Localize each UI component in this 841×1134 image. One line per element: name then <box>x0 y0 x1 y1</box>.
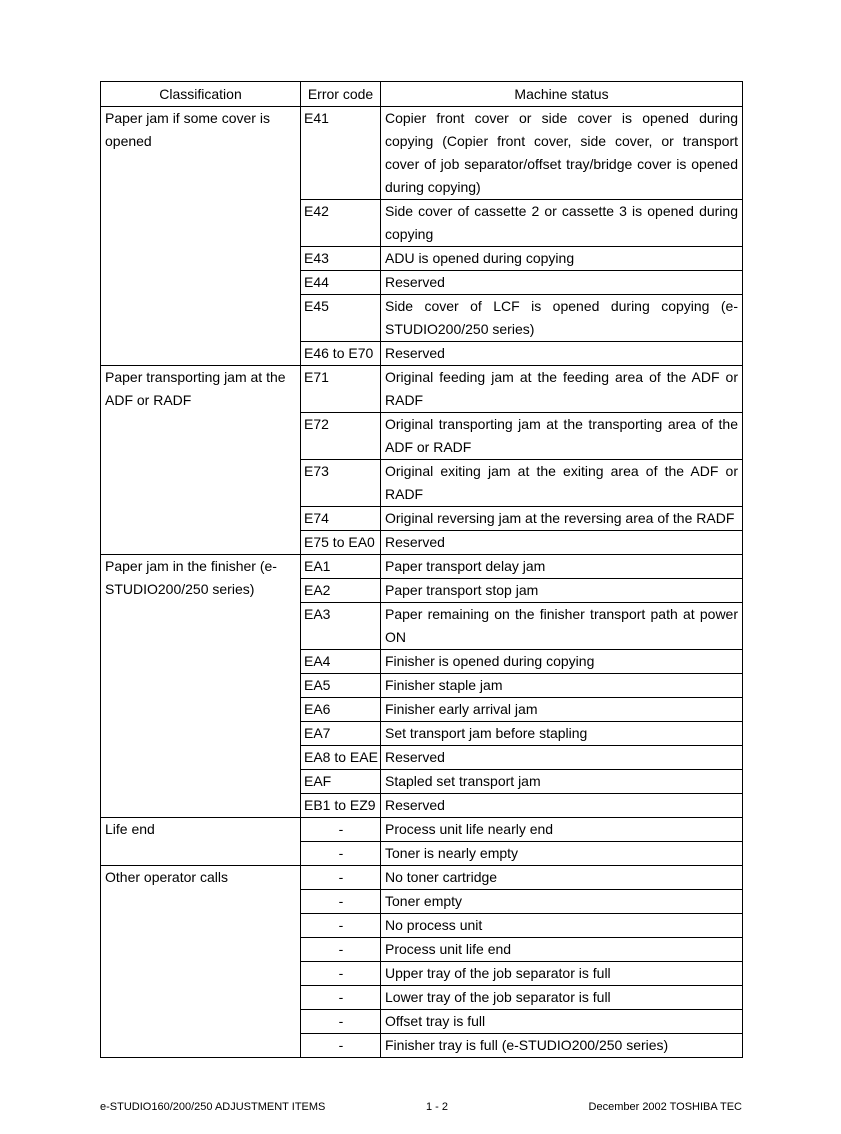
machine-status-cell: Finisher staple jam <box>381 674 743 698</box>
table-row <box>101 366 743 413</box>
error-code-cell: E75 to EA0 <box>301 531 381 555</box>
footer-document-title: e-STUDIO160/200/250 ADJUSTMENT ITEMS <box>100 1101 326 1113</box>
footer-date-publisher: December 2002 TOSHIBA TEC <box>588 1101 742 1113</box>
table-row <box>101 555 743 579</box>
machine-status-cell: Lower tray of the job separator is full <box>381 986 743 1010</box>
error-code-cell: EA4 <box>301 650 381 674</box>
machine-status-cell: Process unit life end <box>381 938 743 962</box>
error-code-cell: E41 <box>301 107 381 200</box>
error-code-cell: E73 <box>301 460 381 507</box>
error-code-cell: - <box>301 986 381 1010</box>
error-code-cell: - <box>301 1034 381 1058</box>
error-code-cell: E43 <box>301 247 381 271</box>
machine-status-cell: Original reversing jam at the reversing area of the RADF <box>381 507 743 531</box>
error-code-cell: - <box>301 938 381 962</box>
machine-status-cell: Original feeding jam at the feeding area of the ADF or RADF <box>381 366 743 413</box>
machine-status-cell: Finisher is opened during copying <box>381 650 743 674</box>
machine-status-cell: Paper transport stop jam <box>381 579 743 603</box>
table-header-row <box>101 82 743 107</box>
error-code-cell: E44 <box>301 271 381 295</box>
error-code-cell: - <box>301 1010 381 1034</box>
machine-status-cell: Side cover of LCF is opened during copying (e-STUDIO200/250 series) <box>381 295 743 342</box>
error-code-cell: E72 <box>301 413 381 460</box>
error-code-cell: EA6 <box>301 698 381 722</box>
footer-page-number: 1 - 2 <box>425 1101 448 1113</box>
table-row <box>101 866 743 890</box>
machine-status-cell: Reserved <box>381 531 743 555</box>
classification-cell: Other operator calls <box>101 866 301 1058</box>
error-code-cell: EB1 to EZ9 <box>301 794 381 818</box>
machine-status-cell: Reserved <box>381 342 743 366</box>
machine-status-cell: Paper transport delay jam <box>381 555 743 579</box>
error-code-cell: EAF <box>301 770 381 794</box>
error-code-cell: - <box>301 818 381 842</box>
error-code-cell: - <box>301 914 381 938</box>
machine-status-cell: Copier front cover or side cover is opened during copying (Copier front cover, side cover, or transport cover of job separator/offset tray/bridge cover is opened during copying) <box>381 107 743 200</box>
header-classification: Classification <box>101 82 301 107</box>
classification-cell: Paper jam if some cover is opened <box>101 107 301 366</box>
table-row <box>101 818 743 842</box>
machine-status-cell: Reserved <box>381 794 743 818</box>
header-machine-status: Machine status <box>381 82 743 107</box>
machine-status-cell: Finisher early arrival jam <box>381 698 743 722</box>
error-code-table <box>100 81 743 1058</box>
machine-status-cell: Stapled set transport jam <box>381 770 743 794</box>
error-code-cell: - <box>301 962 381 986</box>
error-code-cell: - <box>301 842 381 866</box>
error-code-cell: E46 to E70 <box>301 342 381 366</box>
machine-status-cell: Reserved <box>381 271 743 295</box>
error-code-cell: EA1 <box>301 555 381 579</box>
machine-status-cell: Reserved <box>381 746 743 770</box>
error-code-cell: - <box>301 890 381 914</box>
machine-status-cell: ADU is opened during copying <box>381 247 743 271</box>
machine-status-cell: Paper remaining on the finisher transport path at power ON <box>381 603 743 650</box>
machine-status-cell: Offset tray is full <box>381 1010 743 1034</box>
error-code-cell: - <box>301 866 381 890</box>
machine-status-cell: Original exiting jam at the exiting area of the ADF or RADF <box>381 460 743 507</box>
header-error-code: Error code <box>301 82 381 107</box>
machine-status-cell: Process unit life nearly end <box>381 818 743 842</box>
machine-status-cell: Toner is nearly empty <box>381 842 743 866</box>
machine-status-cell: Set transport jam before stapling <box>381 722 743 746</box>
classification-cell: Paper transporting jam at the ADF or RADF <box>101 366 301 555</box>
machine-status-cell: Toner empty <box>381 890 743 914</box>
machine-status-cell: Upper tray of the job separator is full <box>381 962 743 986</box>
error-code-cell: E71 <box>301 366 381 413</box>
machine-status-cell: No toner cartridge <box>381 866 743 890</box>
machine-status-cell: No process unit <box>381 914 743 938</box>
error-code-cell: EA8 to EAE <box>301 746 381 770</box>
error-code-cell: E74 <box>301 507 381 531</box>
error-code-cell: EA7 <box>301 722 381 746</box>
machine-status-cell: Side cover of cassette 2 or cassette 3 is opened during copying <box>381 200 743 247</box>
error-code-cell: EA2 <box>301 579 381 603</box>
page-footer <box>100 1100 742 1134</box>
error-code-cell: E42 <box>301 200 381 247</box>
table-row <box>101 107 743 200</box>
error-code-cell: E45 <box>301 295 381 342</box>
classification-cell: Paper jam in the finisher (e-STUDIO200/250 series) <box>101 555 301 818</box>
error-code-cell: EA5 <box>301 674 381 698</box>
classification-cell: Life end <box>101 818 301 866</box>
error-code-cell: EA3 <box>301 603 381 650</box>
machine-status-cell: Finisher tray is full (e-STUDIO200/250 series) <box>381 1034 743 1058</box>
machine-status-cell: Original transporting jam at the transporting area of the ADF or RADF <box>381 413 743 460</box>
